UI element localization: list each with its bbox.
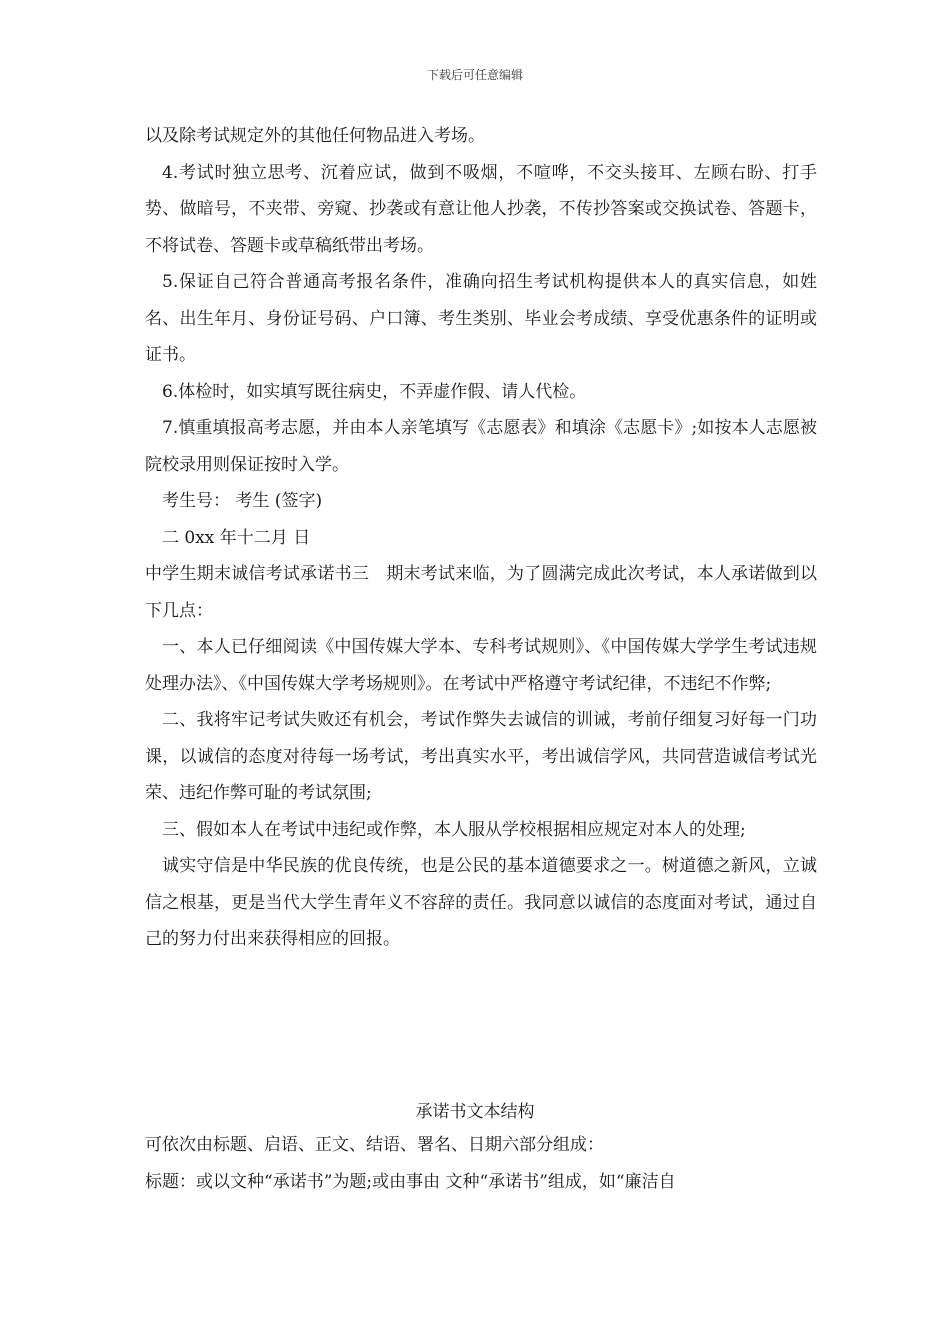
- paragraph-conclusion: 诚实守信是中华民族的优良传统，也是公民的基本道德要求之一。树道德之新风，立诚信之根基，更是当代大学生青年义不容辞的责任。我同意以诚信的态度面对考试，通过自己的努力付出来获得相应的回报。: [145, 856, 817, 949]
- document-body: [145, 118, 817, 958]
- section-title: 承诺书文本结构: [415, 1102, 535, 1122]
- date-line: 二 0xx 年十二月 日: [162, 527, 311, 548]
- paragraph-continuation: 以及除考试规定外的其他任何物品进入考场。: [145, 126, 485, 146]
- paragraph-rule-7: 7.慎重填报高考志愿，并由本人亲笔填写《志愿表》和填涂《志愿卡》;如按本人志愿被院校录用则保证按时入学。: [145, 418, 817, 475]
- paragraph-pledge-2: 二、我将牢记考试失败还有机会，考试作弊失去诚信的训诫，考前仔细复习好每一门功课，以诚信的态度对待每一场考试，考出真实水平，考出诚信学风，共同营造诚信考试光荣、违纪作弊可耻的考试氛围;: [145, 710, 817, 803]
- structure-line: 可依次由标题、启语、正文、结语、署名、日期六部分组成：: [145, 1135, 604, 1155]
- paragraph-pledge-3: 三、假如本人在考试中违纪或作弊，本人服从学校根据相应规定对本人的处理;: [162, 819, 746, 840]
- paragraph-rule-4: 4.考试时独立思考、沉着应试，做到不吸烟，不喧哗，不交头接耳、左顾右盼、打手势、做暗号，不夹带、旁窥、抄袭或有意让他人抄袭，不传抄答案或交换试卷、答题卡，不将试卷、答题卡或草稿纸带出考场。: [145, 162, 817, 256]
- signature-line: 考生号： 考生 (签字): [162, 491, 323, 511]
- paragraph-pledge-1: 一、本人已仔细阅读《中国传媒大学本、专科考试规则》、《中国传媒大学学生考试违规处理办法》、《中国传媒大学考场规则》。在考试中严格遵守考试纪律，不违纪不作弊;: [145, 637, 817, 694]
- page-header-note: 下载后可任意编辑: [426, 68, 523, 82]
- structure-section: [145, 1127, 817, 1200]
- structure-line: 标题：或以文种“承诺书”为题;或由事由 文种“承诺书”组成，如“廉洁自: [145, 1171, 676, 1192]
- paragraph-pledge-intro: 中学生期末诚信考试承诺书三 期末考试来临，为了圆满完成此次考试，本人承诺做到以下几点：: [145, 564, 817, 621]
- paragraph-rule-5: 5.保证自己符合普通高考报名条件，准确向招生考试机构提供本人的真实信息，如姓名、出生年月、身份证号码、户口簿、考生类别、毕业会考成绩、享受优惠条件的证明或证书。: [145, 272, 817, 365]
- paragraph-rule-6: 6.体检时，如实填写既往病史，不弄虚作假、请人代检。: [162, 381, 587, 402]
